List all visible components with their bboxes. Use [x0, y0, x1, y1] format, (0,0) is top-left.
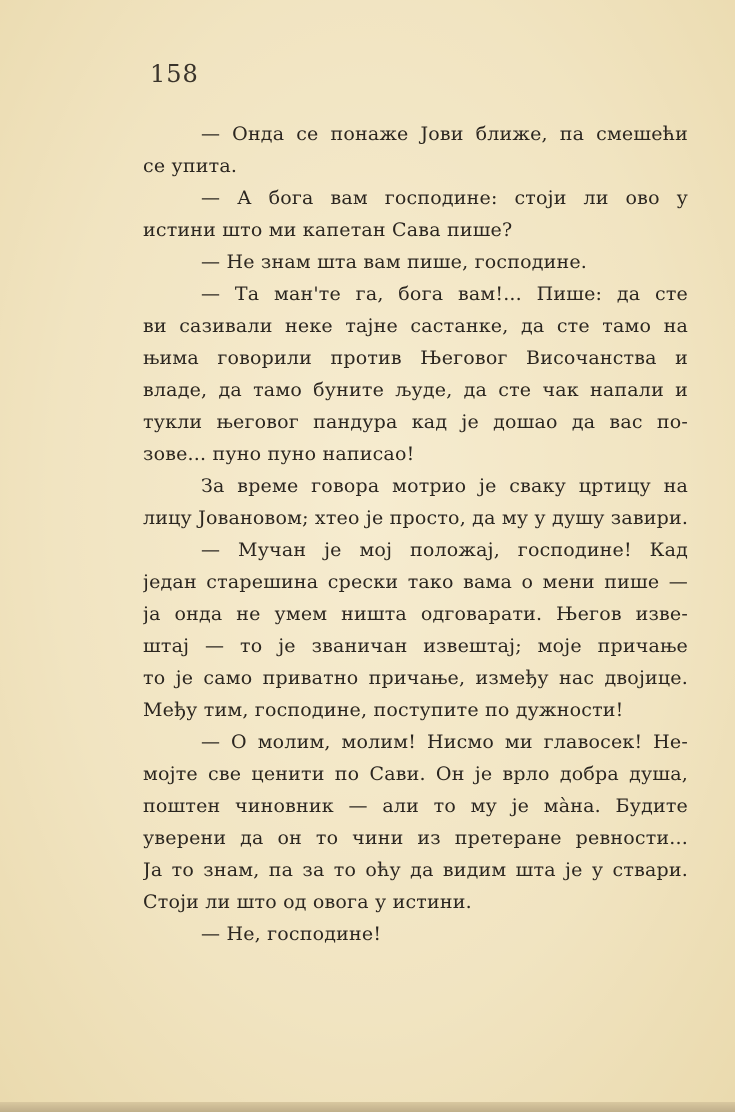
text-line: Међу тим, господине, поступите по дужности!	[143, 699, 624, 721]
text-line: један старешина срески тако вама о мени пише —	[143, 571, 688, 593]
text-line: — Та ман'те га, бога вам!... Пише: да сте	[201, 283, 688, 305]
text-line: — Не знам шта вам пише, господине.	[201, 251, 588, 273]
page-number: 158	[150, 60, 199, 88]
text-line: поштен чиновник — али то му је мàна. Будите	[143, 795, 688, 817]
text-line: — О молим, молим! Нисмо ми главосек! Не-	[201, 731, 688, 753]
text-line: лицу Јовановом; хтео је просто, да му у душу завири.	[143, 507, 688, 529]
text-line: ви сазивали неке тајне састанке, да сте тамо на	[143, 315, 688, 337]
text-line: — А бога вам господине: стоји ли ово у	[201, 187, 688, 209]
text-line: — Не, господине!	[201, 923, 382, 945]
text-line: њима говорили против Његовог Височанства и	[143, 347, 688, 369]
text-line: зове... пуно пуно написао!	[143, 443, 415, 465]
text-line: тукли његовог пандура кад је дошао да вас по-	[143, 411, 688, 433]
text-line: владе, да тамо буните људе, да сте чак напали и	[143, 379, 688, 401]
text-line: За време говора мотрио је сваку цртицу на	[201, 475, 688, 497]
text-line: истини што ми капетан Сава пише?	[143, 219, 513, 241]
text-body	[143, 118, 688, 950]
text-line: штај — то је званичан извештај; моје причање	[143, 635, 688, 657]
text-line: се упита.	[143, 155, 238, 177]
text-line: Ја то знам, па за то оћу да видим шта је у ствари.	[143, 859, 688, 881]
text-line: уверени да он то чини из претеране ревности...	[143, 827, 688, 849]
text-line: — Онда се понаже Јови ближе, па смешећи	[201, 123, 688, 145]
text-line: мојте све ценити по Сави. Он је врло добра душа,	[143, 763, 688, 785]
text-line: — Мучан је мој положај, господине! Кад	[201, 539, 688, 561]
page-edge	[0, 1102, 735, 1112]
text-line: ја онда не умем ништа одговарати. Његов изве-	[143, 603, 688, 625]
text-line: то је само приватно причање, између нас двојице.	[143, 667, 688, 689]
text-line: Стоји ли што од овога у истини.	[143, 891, 472, 913]
